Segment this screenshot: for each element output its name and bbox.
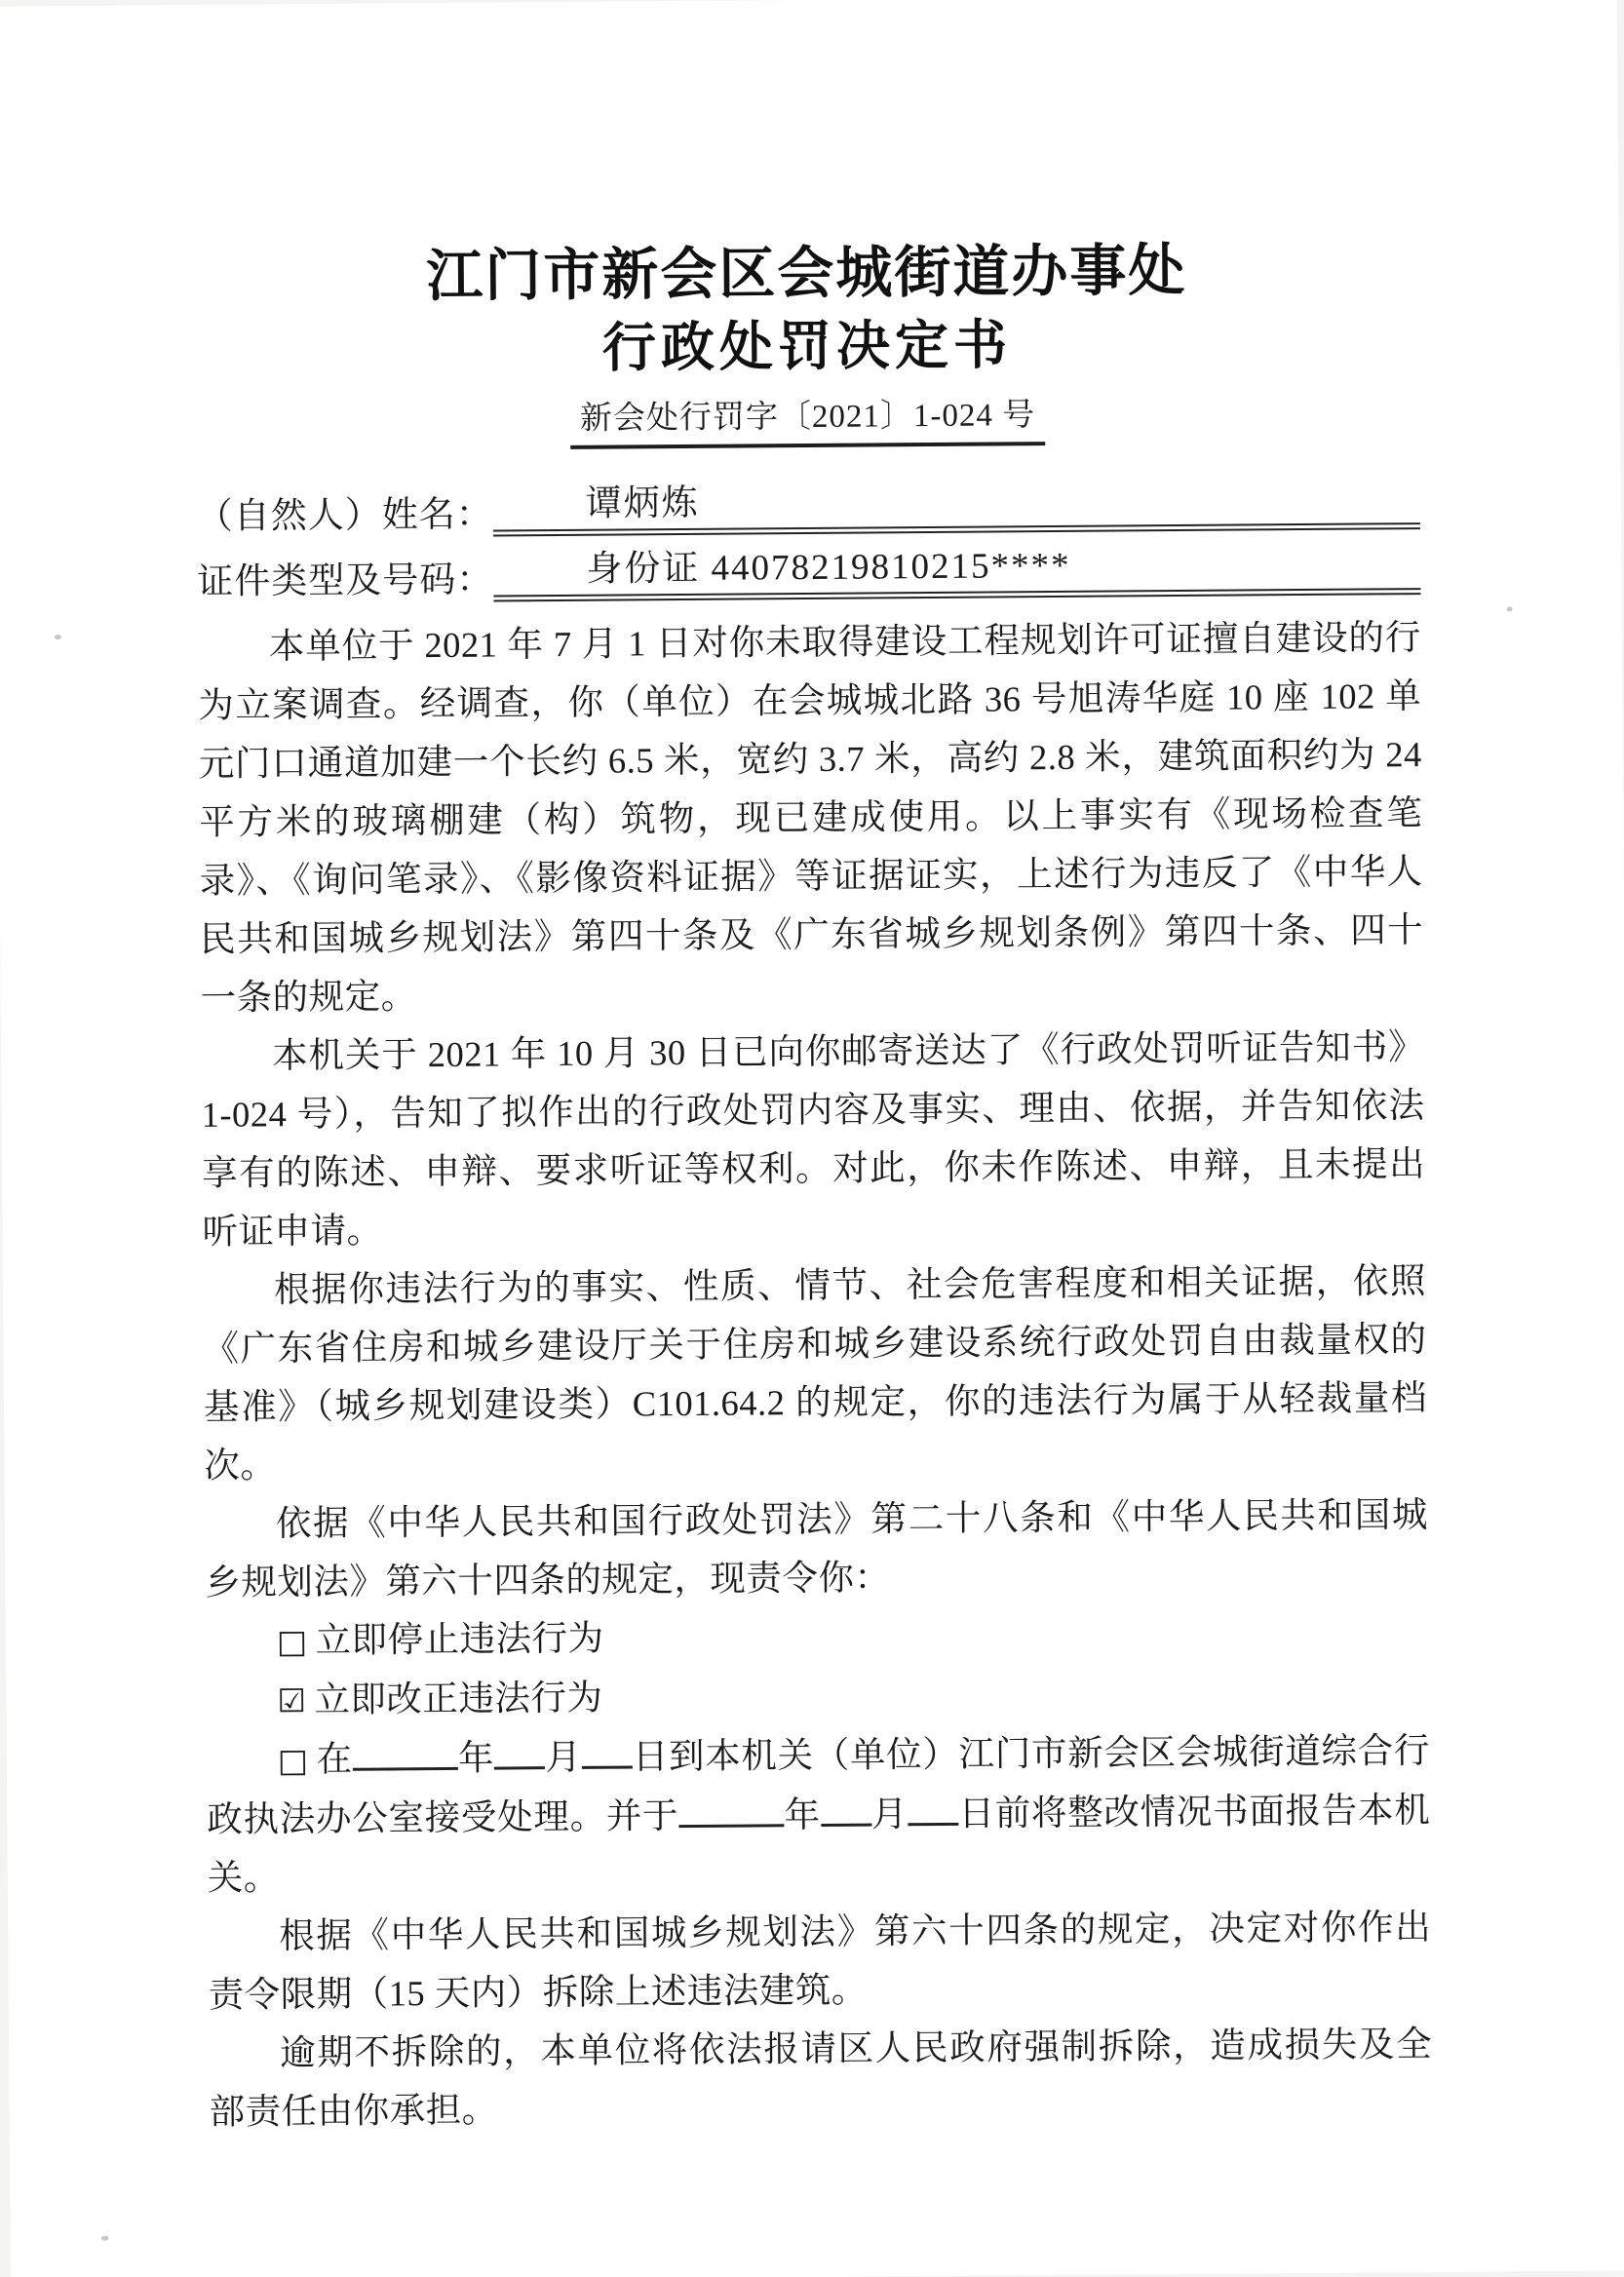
document-body	[198, 608, 1433, 2142]
order-report-seg: 日到本机关（单位）江门市新会区会城街道综合行政执法办公室接受处理。并于	[207, 1730, 1430, 1839]
blank-year-line	[678, 1804, 784, 1828]
name-field-value: 谭炳炼	[585, 482, 700, 524]
blank-month-line	[821, 1803, 871, 1826]
field-row-id	[197, 529, 1420, 604]
title-line-1: 江门市新会区会城街道办事处	[426, 238, 1187, 309]
id-field-underline	[493, 532, 1420, 601]
party-fields	[196, 464, 1420, 604]
order-item-stop	[206, 1602, 1429, 1672]
order-report-seg: 日前将整改情况书面报告本机关。	[207, 1790, 1431, 1898]
field-row-name	[196, 464, 1419, 539]
checkbox-checked-icon: ☑	[277, 1681, 307, 1720]
id-field-label: 证件类型及号码：	[197, 560, 494, 602]
blank-month-line	[494, 1747, 545, 1769]
blank-day-line	[582, 1746, 633, 1768]
order-report-seg: 月	[545, 1736, 582, 1778]
order-report-seg: 在	[316, 1738, 354, 1780]
scan-speck	[1507, 606, 1513, 611]
checkbox-unchecked-icon: □	[276, 1622, 308, 1661]
blank-year-line	[353, 1748, 458, 1771]
id-field-value: 身份证 44078219810215****	[586, 545, 1071, 590]
scan-speck	[55, 635, 61, 639]
scan-speck	[101, 2236, 109, 2241]
paragraph-legal-basis: 依据《中华人民共和国行政处罚法》第二十八条和《中华人民共和国城乡规划法》第六十四条的规定，现责令你：	[205, 1494, 1429, 1602]
order-item-stop-label: 立即停止违法行为	[315, 1617, 604, 1661]
order-report-seg: 年	[784, 1794, 821, 1835]
title-line-2: 行政处罚决定书	[601, 314, 1013, 378]
paragraph-overdue-warning: 逾期不拆除的，本单位将依法报请区人民政府强制拆除，造成损失及全部责任由你承担。	[209, 2024, 1433, 2132]
paragraph-demolition-decision: 根据《中华人民共和国城乡规划法》第六十四条的规定，决定对你作出责令限期（15 天内）拆除上述违法建筑。	[208, 1907, 1432, 2015]
name-field-underline	[492, 467, 1419, 536]
name-field-label: （自然人）姓名：	[196, 494, 493, 537]
paragraph-facts: 本单位于 2021 年 7 月 1 日对你未取得建设工程规划许可证擅自建设的行为立案调查。经调查，你（单位）在会城城北路 36 号旭涛华庭 10 座 102 单元门口通道加建一个长约 6.5 米，宽约 3.7 米，高约 2.8 米，建筑面积约为 24 平方米的玻璃棚建（构）筑物，现已建成使用。以上事实有《现场检查笔录》、《询问笔录》、《影像资料证据》等证据证实，上述行为违反了《中华人民共和国城乡规划法》第四十条及《广东省城乡规划条例》第四十条、四十一条的规定。	[198, 617, 1424, 1018]
paragraph-discretion-basis: 根据你违法行为的事实、性质、情节、社会危害程度和相关证据，依照《广东省住房和城乡建设厅关于住房和城乡建设系统行政处罚自由裁量权的基准》（城乡规划建设类）C101.64.2 的规定，你的违法行为属于从轻裁量档次。	[203, 1260, 1428, 1486]
order-report-seg: 月	[870, 1794, 909, 1834]
document-title	[195, 232, 1419, 386]
checkbox-unchecked-icon: □	[277, 1741, 309, 1780]
blank-day-line	[908, 1803, 958, 1826]
order-item-correct	[206, 1662, 1429, 1731]
doc-number-row	[196, 386, 1419, 452]
order-item-correct-label: 立即改正违法行为	[314, 1677, 603, 1720]
doc-number: 新会处行罚字〔2021〕1-024 号	[570, 389, 1046, 449]
paragraph-hearing-notice: 本机关于 2021 年 10 月 30 日已向你邮寄送达了《行政处罚听证告知书》1-024 号），告知了拟作出的行政处罚内容及事实、理由、依据，并告知依法享有的陈述、申辩、要求听证等权利。对此，你未作陈述、申辩，且未提出听证申请。	[201, 1026, 1426, 1252]
order-item-report	[207, 1721, 1431, 1908]
order-report-seg: 年	[457, 1737, 495, 1778]
